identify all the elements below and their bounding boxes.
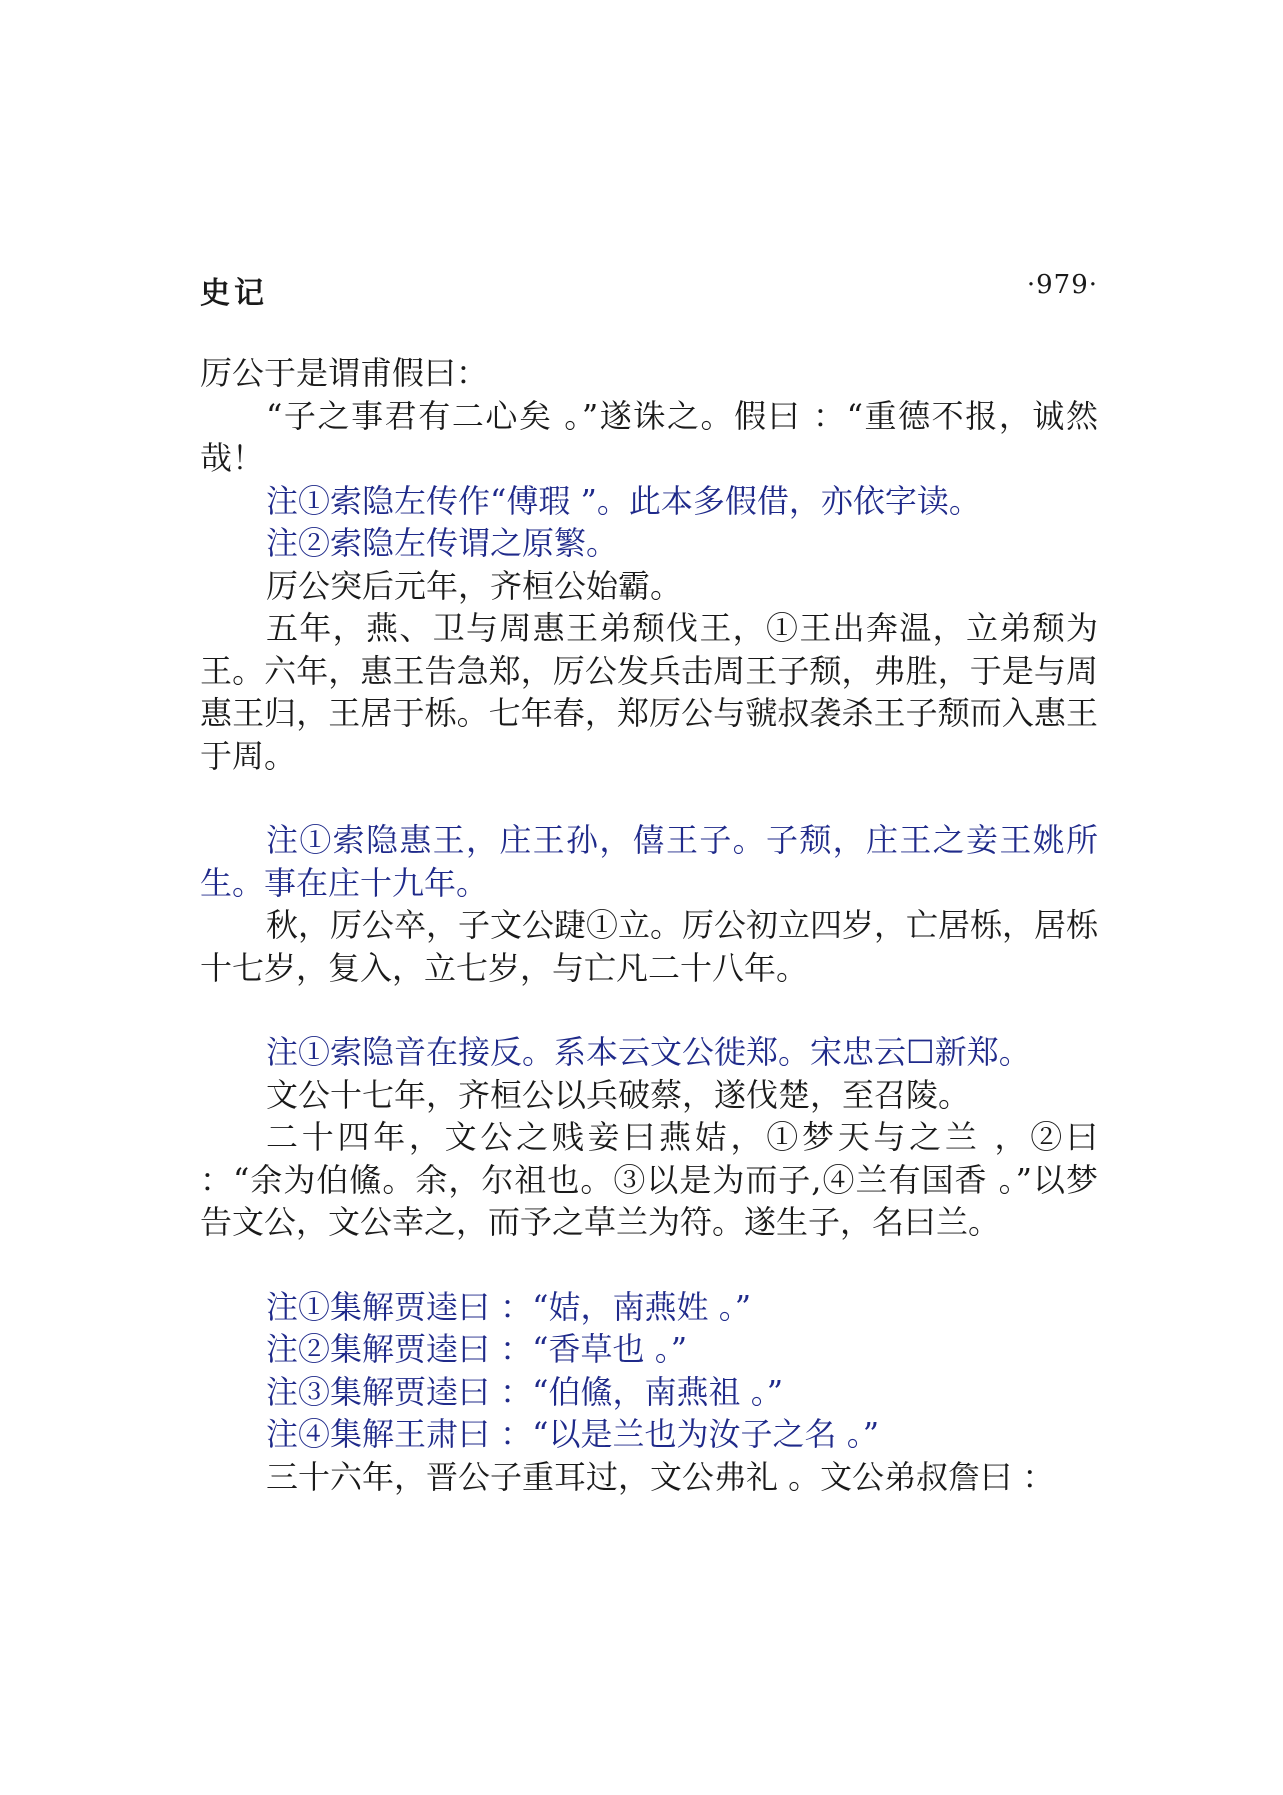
- annotation-note: 注①索隐音在接反。系本云文公徙郑。宋忠云☐新郑。: [266, 1033, 1031, 1071]
- paragraph: 五年，燕、卫与周惠王弟颓伐王，①王出奔温，立弟颓为王。六年，惠王告急郑，厉公发兵击周王子颓，弗胜，于是与周惠王归，王居于栎。七年春，郑厉公与虢叔袭杀王子颓而入惠王于周。: [200, 609, 1098, 775]
- annotation-note: 注②集解贾逵曰 ：“香草也 。”: [266, 1330, 688, 1368]
- annotation-note: 注②索隐左传谓之原繁。: [266, 524, 619, 562]
- spacer: [200, 1244, 1098, 1286]
- annotation-note: 注①索隐惠王，庄王孙，僖王子。子颓，庄王之妾王姚所生。事在庄十九年。: [200, 821, 1098, 902]
- paragraph: 三十六年，晋公子重耳过，文公弗礼 。文公弟叔詹曰 ：: [266, 1457, 1055, 1496]
- paragraph: 文公十七年，齐桓公以兵破蔡，遂伐楚，至召陵。: [266, 1075, 971, 1114]
- page-number: ·979·: [1026, 270, 1098, 300]
- paragraph: 厉公于是谓甫假曰：: [200, 354, 489, 392]
- annotation-note: 注④集解王肃曰 ：“以是兰也为汝子之名 。”: [266, 1415, 880, 1453]
- annotation-note: 注①索隐左传作“傅瑕 ”。此本多假借，亦依字读。: [266, 481, 981, 520]
- book-title: 史记: [200, 276, 268, 311]
- page-header: [200, 268, 1098, 312]
- annotation-note: 注③集解贾逵曰 ：“伯鯈，南燕祖 。”: [266, 1372, 784, 1411]
- paragraph: 秋，厉公卒，子文公踕①立。厉公初立四岁，亡居栎，居栎十七岁，复入，立七岁，与亡凡二十八年。: [200, 906, 1099, 987]
- paragraph: 厉公突后元年，齐桓公始霸。: [266, 566, 683, 605]
- spacer: [200, 989, 1098, 1031]
- paragraph: 二十四年，文公之贱妾曰燕姞，①梦天与之兰 ，②曰 ：“余为伯鯈。余，尔祖也。③以是为而子,④兰有国香 。”以梦告文公，文公幸之，而予之草兰为符。遂生子，名曰兰。: [200, 1118, 1098, 1241]
- page-body: [200, 352, 1098, 1498]
- annotation-note: 注①集解贾逵曰 ：“姞，南燕姓 。”: [266, 1287, 752, 1326]
- spacer: [200, 777, 1098, 819]
- paragraph: “子之事君有二心矣 。”遂诛之。假曰 ：“重德不报，诚然哉！: [200, 396, 1098, 477]
